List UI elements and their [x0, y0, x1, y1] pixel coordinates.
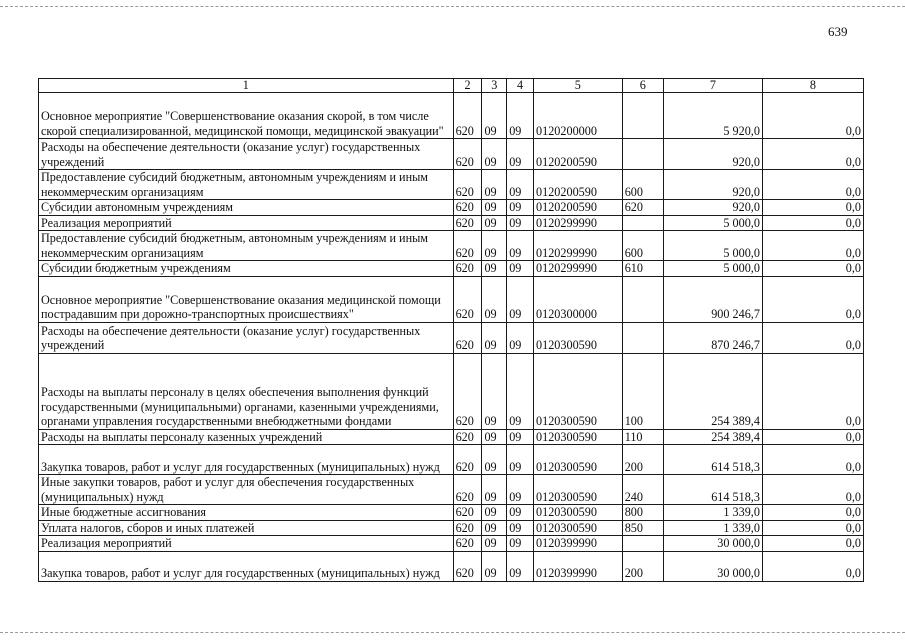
row-value-cell: 0,0 — [762, 445, 863, 475]
page-number: 639 — [828, 24, 848, 39]
row-value-cell: 0120300590 — [534, 445, 623, 475]
row-value-cell: 600 — [622, 170, 663, 200]
row-value-cell: 620 — [453, 353, 482, 429]
row-value-cell: 1 339,0 — [663, 520, 762, 536]
row-value-cell — [622, 322, 663, 353]
row-name-cell: Основное мероприятие "Совершенствование оказания скорой, в том числе скорой специализированной, медицинской помощи, медицинской эвакуации" — [39, 93, 454, 139]
row-value-cell: 09 — [482, 170, 507, 200]
row-value-cell: 0,0 — [762, 200, 863, 216]
row-value-cell: 0120200590 — [534, 170, 623, 200]
row-value-cell: 0120300590 — [534, 322, 623, 353]
header-cell: 7 — [663, 79, 762, 93]
row-value-cell: 09 — [482, 475, 507, 505]
table-row — [39, 200, 864, 216]
table-row — [39, 353, 864, 429]
scan-top-edge — [0, 6, 905, 7]
table-row — [39, 505, 864, 521]
row-value-cell: 09 — [482, 429, 507, 445]
table-row — [39, 520, 864, 536]
row-value-cell: 09 — [482, 445, 507, 475]
row-value-cell: 920,0 — [663, 200, 762, 216]
row-value-cell: 30 000,0 — [663, 551, 762, 581]
row-value-cell: 09 — [507, 520, 534, 536]
row-value-cell: 09 — [507, 505, 534, 521]
header-cell: 4 — [507, 79, 534, 93]
row-value-cell: 09 — [482, 215, 507, 231]
row-value-cell: 920,0 — [663, 139, 762, 170]
row-value-cell: 09 — [507, 200, 534, 216]
table-header-row — [39, 79, 864, 93]
row-value-cell: 0120300590 — [534, 505, 623, 521]
row-value-cell: 0120200590 — [534, 139, 623, 170]
row-value-cell: 0,0 — [762, 139, 863, 170]
row-value-cell: 0,0 — [762, 215, 863, 231]
row-value-cell: 0120200000 — [534, 93, 623, 139]
row-value-cell: 09 — [507, 139, 534, 170]
row-value-cell: 620 — [453, 231, 482, 261]
row-value-cell: 800 — [622, 505, 663, 521]
row-name-cell: Предоставление субсидий бюджетным, автономным учреждениям и иным некоммерческим организациям — [39, 231, 454, 261]
row-value-cell — [622, 215, 663, 231]
row-value-cell: 0,0 — [762, 475, 863, 505]
row-value-cell: 09 — [507, 261, 534, 277]
header-cell: 5 — [534, 79, 623, 93]
row-value-cell — [622, 93, 663, 139]
row-value-cell: 5 920,0 — [663, 93, 762, 139]
row-name-cell: Реализация мероприятий — [39, 215, 454, 231]
header-cell: 8 — [762, 79, 863, 93]
row-value-cell: 0,0 — [762, 505, 863, 521]
row-value-cell: 09 — [507, 551, 534, 581]
row-value-cell: 0,0 — [762, 322, 863, 353]
row-value-cell: 620 — [453, 215, 482, 231]
row-value-cell: 600 — [622, 231, 663, 261]
row-value-cell: 09 — [482, 231, 507, 261]
budget-table — [38, 78, 864, 582]
table-row — [39, 215, 864, 231]
row-value-cell: 0,0 — [762, 93, 863, 139]
row-value-cell: 620 — [453, 445, 482, 475]
row-value-cell: 870 246,7 — [663, 322, 762, 353]
row-value-cell: 09 — [482, 276, 507, 322]
row-name-cell: Расходы на выплаты персоналу в целях обеспечения выполнения функций государственными (муниципальными) органами, казенными учреждениями, органами управления государственными внебюджетными фондами — [39, 353, 454, 429]
row-value-cell: 09 — [507, 93, 534, 139]
row-value-cell — [622, 536, 663, 552]
row-value-cell: 0120299990 — [534, 261, 623, 277]
row-name-cell: Расходы на обеспечение деятельности (оказание услуг) государственных учреждений — [39, 322, 454, 353]
row-value-cell: 900 246,7 — [663, 276, 762, 322]
row-value-cell: 09 — [482, 520, 507, 536]
table-row — [39, 429, 864, 445]
row-value-cell: 0120299990 — [534, 231, 623, 261]
row-name-cell: Субсидии бюджетным учреждениям — [39, 261, 454, 277]
row-value-cell: 09 — [482, 139, 507, 170]
row-value-cell: 620 — [453, 93, 482, 139]
row-value-cell — [622, 139, 663, 170]
row-value-cell: 0,0 — [762, 276, 863, 322]
row-value-cell: 620 — [453, 170, 482, 200]
row-value-cell: 0,0 — [762, 551, 863, 581]
row-value-cell: 620 — [453, 139, 482, 170]
row-value-cell: 09 — [482, 551, 507, 581]
row-value-cell: 09 — [482, 353, 507, 429]
table-row — [39, 261, 864, 277]
row-value-cell: 0120300590 — [534, 429, 623, 445]
row-value-cell: 620 — [453, 536, 482, 552]
row-value-cell: 09 — [482, 505, 507, 521]
row-value-cell: 09 — [507, 536, 534, 552]
row-name-cell: Предоставление субсидий бюджетным, автономным учреждениям и иным некоммерческим организациям — [39, 170, 454, 200]
row-value-cell: 620 — [453, 322, 482, 353]
row-value-cell: 0120399990 — [534, 536, 623, 552]
row-name-cell: Реализация мероприятий — [39, 536, 454, 552]
row-value-cell: 0,0 — [762, 353, 863, 429]
row-value-cell: 5 000,0 — [663, 261, 762, 277]
header-cell: 1 — [39, 79, 454, 93]
row-value-cell: 620 — [453, 200, 482, 216]
row-value-cell: 0,0 — [762, 520, 863, 536]
row-value-cell: 0,0 — [762, 536, 863, 552]
row-value-cell: 614 518,3 — [663, 445, 762, 475]
row-value-cell: 200 — [622, 445, 663, 475]
row-value-cell: 620 — [453, 276, 482, 322]
row-name-cell: Закупка товаров, работ и услуг для государственных (муниципальных) нужд — [39, 445, 454, 475]
scan-bottom-edge — [0, 632, 905, 633]
row-value-cell: 09 — [507, 445, 534, 475]
table-row — [39, 93, 864, 139]
row-value-cell: 09 — [482, 200, 507, 216]
row-value-cell: 5 000,0 — [663, 215, 762, 231]
header-cell: 6 — [622, 79, 663, 93]
row-name-cell: Иные бюджетные ассигнования — [39, 505, 454, 521]
row-name-cell: Основное мероприятие "Совершенствование оказания медицинской помощи пострадавшим при дорожно-транспортных происшествиях" — [39, 276, 454, 322]
row-value-cell: 09 — [507, 276, 534, 322]
row-value-cell: 09 — [482, 261, 507, 277]
table-row — [39, 322, 864, 353]
row-value-cell: 200 — [622, 551, 663, 581]
row-value-cell: 09 — [482, 93, 507, 139]
row-value-cell: 620 — [622, 200, 663, 216]
table-row — [39, 551, 864, 581]
row-value-cell: 0120300590 — [534, 475, 623, 505]
row-value-cell: 240 — [622, 475, 663, 505]
row-value-cell: 09 — [507, 231, 534, 261]
row-value-cell: 0120300590 — [534, 353, 623, 429]
row-value-cell: 30 000,0 — [663, 536, 762, 552]
row-value-cell: 110 — [622, 429, 663, 445]
header-cell: 2 — [453, 79, 482, 93]
row-value-cell: 09 — [482, 536, 507, 552]
table-row — [39, 139, 864, 170]
row-value-cell: 620 — [453, 475, 482, 505]
row-value-cell: 620 — [453, 551, 482, 581]
row-value-cell: 0,0 — [762, 170, 863, 200]
row-value-cell: 09 — [507, 429, 534, 445]
row-value-cell: 0120300590 — [534, 520, 623, 536]
row-value-cell: 09 — [507, 353, 534, 429]
row-name-cell: Расходы на выплаты персоналу казенных учреждений — [39, 429, 454, 445]
row-name-cell: Уплата налогов, сборов и иных платежей — [39, 520, 454, 536]
row-name-cell: Закупка товаров, работ и услуг для государственных (муниципальных) нужд — [39, 551, 454, 581]
row-value-cell: 254 389,4 — [663, 429, 762, 445]
row-value-cell: 100 — [622, 353, 663, 429]
table-row — [39, 276, 864, 322]
row-name-cell: Расходы на обеспечение деятельности (оказание услуг) государственных учреждений — [39, 139, 454, 170]
row-value-cell: 09 — [507, 322, 534, 353]
row-value-cell: 0120399990 — [534, 551, 623, 581]
row-value-cell: 09 — [482, 322, 507, 353]
row-value-cell: 614 518,3 — [663, 475, 762, 505]
row-value-cell: 0,0 — [762, 261, 863, 277]
row-value-cell: 5 000,0 — [663, 231, 762, 261]
row-value-cell: 0120200590 — [534, 200, 623, 216]
table-body — [39, 93, 864, 582]
table-row — [39, 475, 864, 505]
row-value-cell: 0120299990 — [534, 215, 623, 231]
row-name-cell: Иные закупки товаров, работ и услуг для обеспечения государственных (муниципальных) нужд — [39, 475, 454, 505]
table-row — [39, 170, 864, 200]
row-value-cell — [622, 276, 663, 322]
header-cell: 3 — [482, 79, 507, 93]
row-value-cell: 850 — [622, 520, 663, 536]
row-value-cell: 620 — [453, 429, 482, 445]
table-row — [39, 536, 864, 552]
row-name-cell: Субсидии автономным учреждениям — [39, 200, 454, 216]
row-value-cell: 610 — [622, 261, 663, 277]
row-value-cell: 1 339,0 — [663, 505, 762, 521]
row-value-cell: 09 — [507, 475, 534, 505]
table-row — [39, 445, 864, 475]
table-row — [39, 231, 864, 261]
row-value-cell: 254 389,4 — [663, 353, 762, 429]
row-value-cell: 620 — [453, 261, 482, 277]
row-value-cell: 0120300000 — [534, 276, 623, 322]
row-value-cell: 920,0 — [663, 170, 762, 200]
row-value-cell: 0,0 — [762, 429, 863, 445]
row-value-cell: 620 — [453, 520, 482, 536]
row-value-cell: 0,0 — [762, 231, 863, 261]
row-value-cell: 620 — [453, 505, 482, 521]
row-value-cell: 09 — [507, 215, 534, 231]
row-value-cell: 09 — [507, 170, 534, 200]
